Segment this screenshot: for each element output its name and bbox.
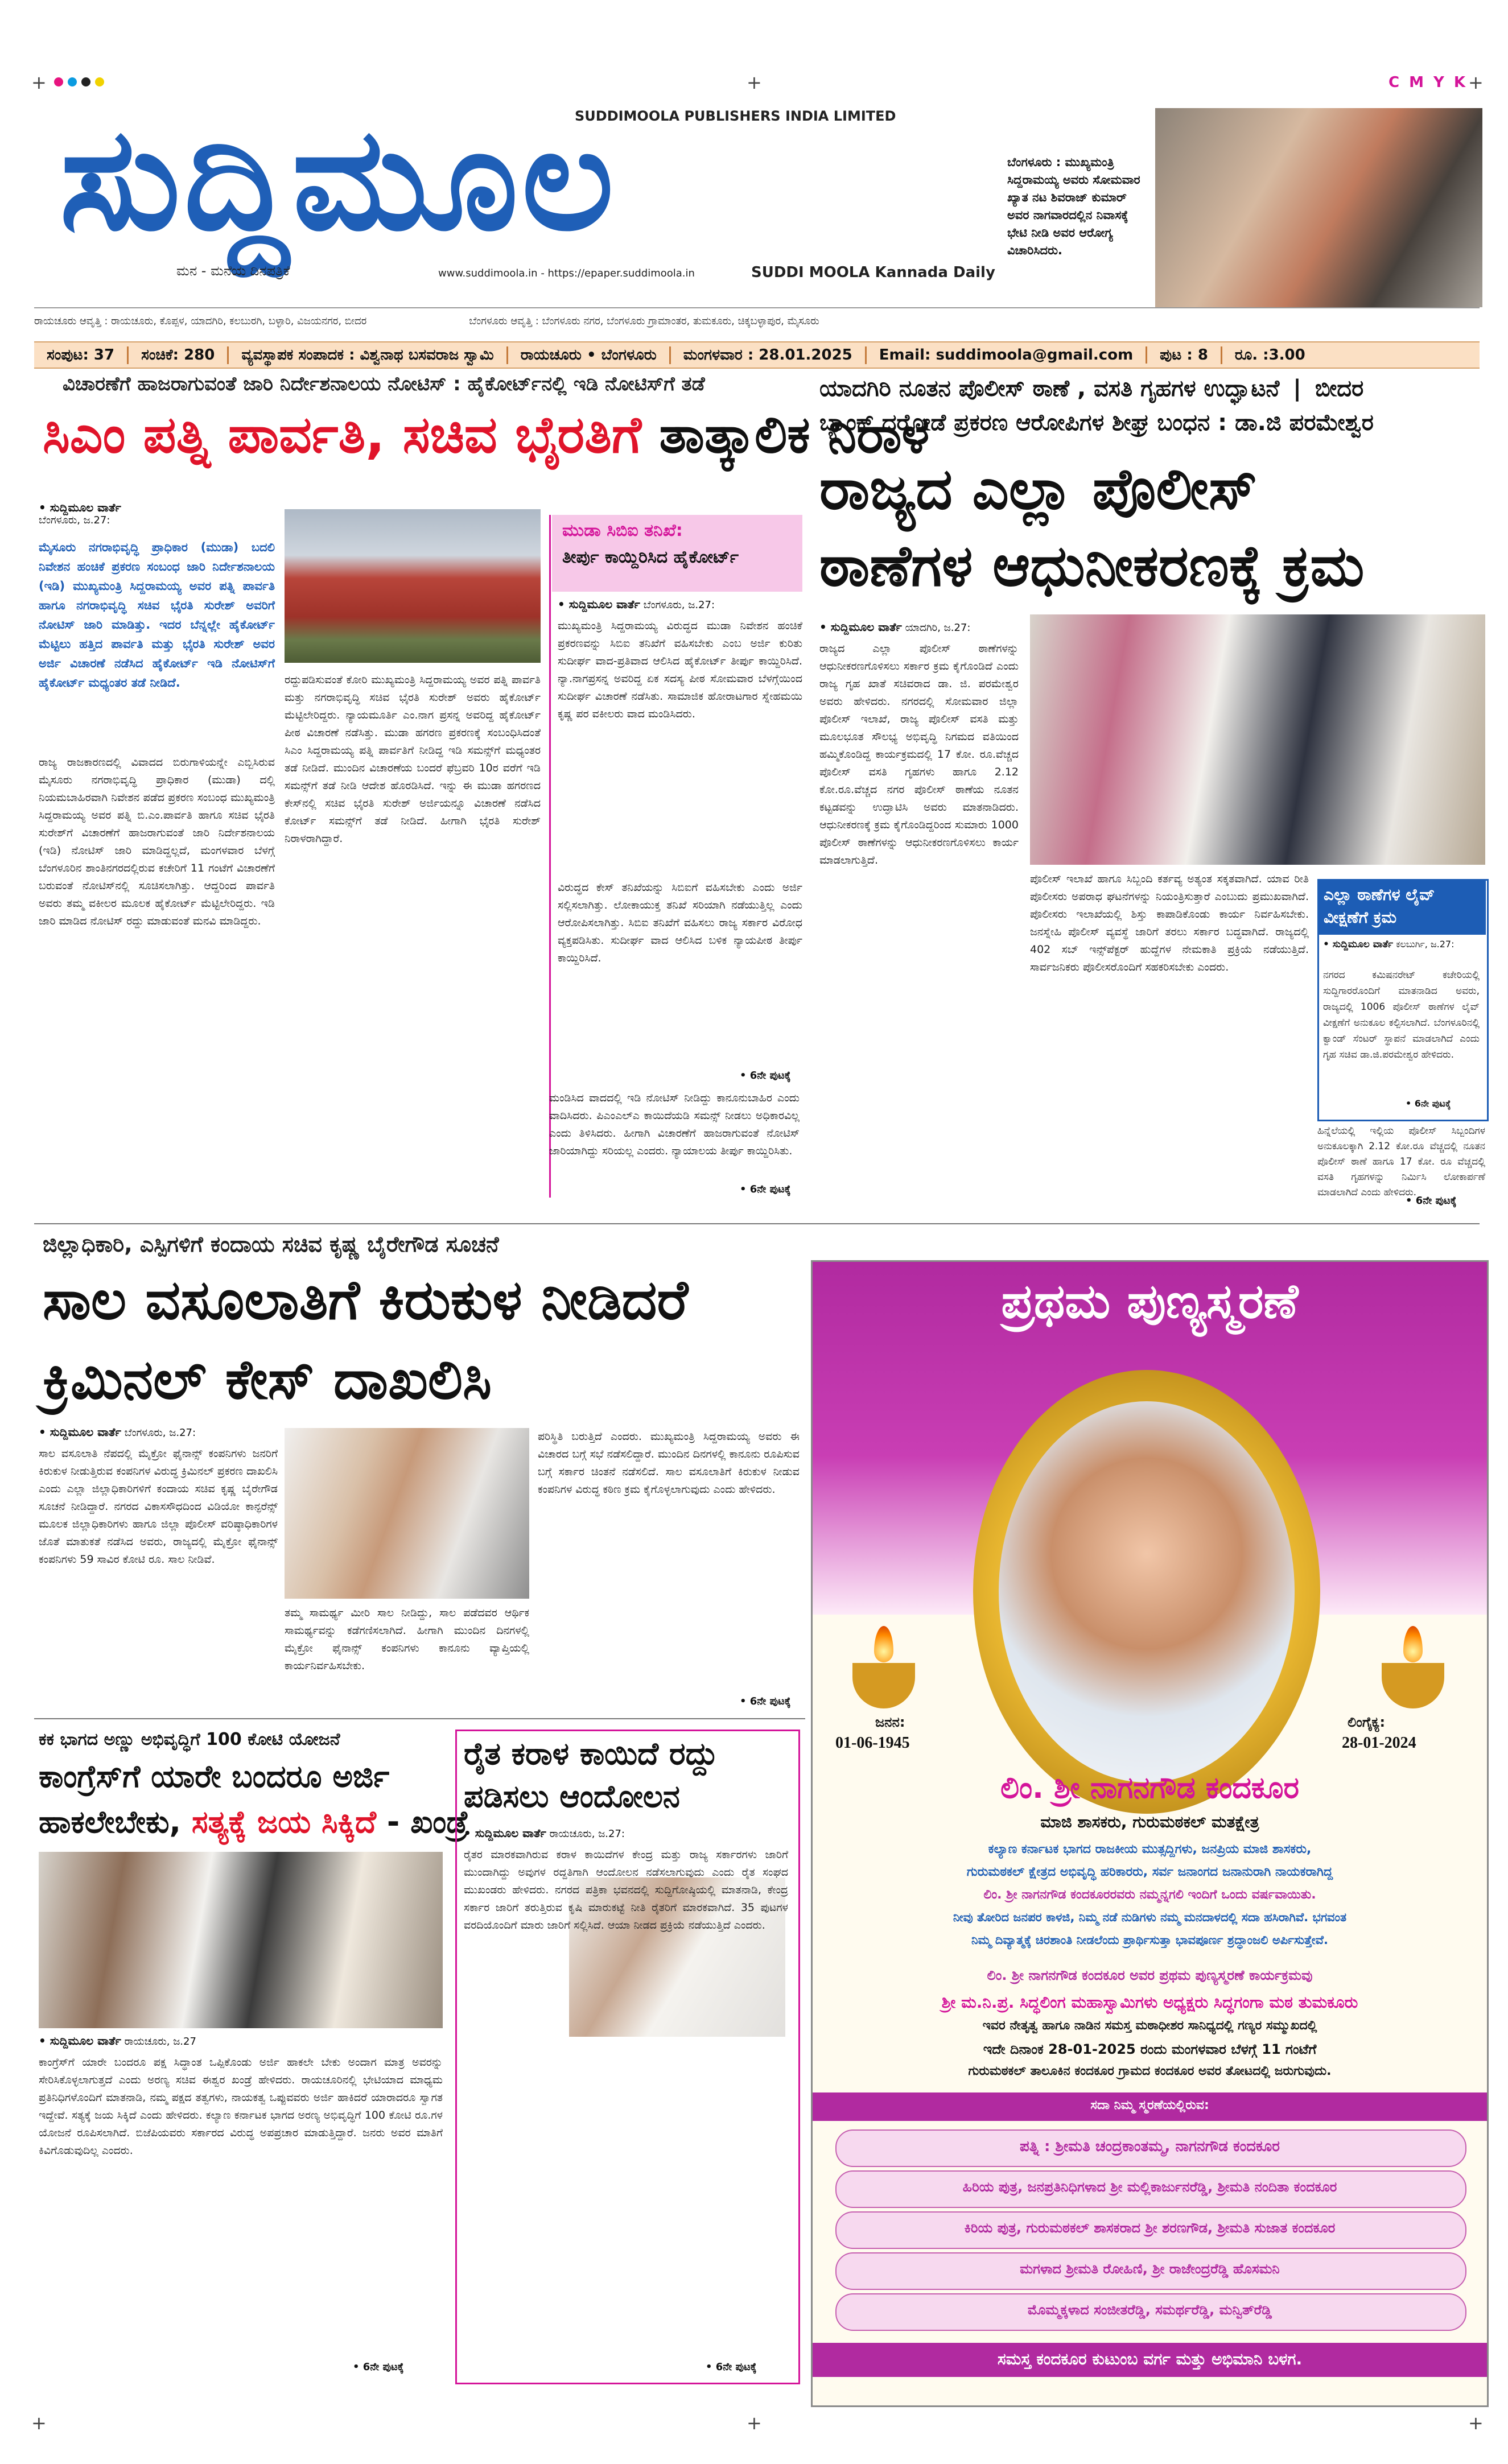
story4-kicker: ಜಿಲ್ಲಾಧಿಕಾರಿ, ಎಸ್ಪಿಗಳಿಗೆ ಕಂದಾಯ ಸಚಿವ ಕೃಷ್ಣ ಬೈರೇಗೌಡ ಸೂಚನೆ [43,1232,499,1257]
registration-cross-bottom-left: + [31,2412,47,2434]
ad-program-2: ಇವರ ನೇತೃತ್ವ ಹಾಗೂ ನಾಡಿನ ಸಮಸ್ತ ಮಠಾಧೀಶರ ಸಾನಿಧ್ಯದಲ್ಲಿ ಗಣ್ಯರ ಸಮ್ಮುಖದಲ್ಲಿ [982,2019,1317,2033]
info-date: ಮಂಗಳವಾರ : 28.01.2025 [671,346,867,364]
flame-icon-right [1403,1626,1423,1662]
publisher-name: SUDDIMOOLA PUBLISHERS INDIA LIMITED [575,108,896,124]
memorial-ad [811,1260,1489,2407]
ad-fam3: ಕಿರಿಯ ಪುತ್ರ, ಗುರುಮಠಕಲ್ ಶಾಸಕರಾದ ಶ್ರೀ ಶರಣಗೌಡ, ಶ್ರೀಮತಿ ಸುಜಾತ ಕಂದಕೂರ [964,2220,1336,2236]
story3-body-col1: ರಾಜ್ಯದ ಎಲ್ಲಾ ಪೊಲೀಸ್ ಠಾಣೆಗಳನ್ನು ಆಧುನೀಕರಣಗೊಳಿಸಲು ಸರ್ಕಾರ ಕ್ರಮ ಕೈಗೊಂಡಿದೆ ಎಂದು ರಾಜ್ಯ ಗೃಹ ಖಾತೆ ಸಚಿವರಾದ ಡಾ. ಜಿ. ಪರಮೇಶ್ವರ ಅವರು ಹೇಳಿದರು. ನಗರದಲ್ಲಿ ಸೋಮವಾರ ಜಿಲ್ಲಾ ಪೊಲೀಸ್ ಇಲಾಖೆ, ರಾಜ್ಯ ಪೊಲೀಸ್ ವಸತಿ ಮತ್ತು ಮೂಲಭೂತ ಸೌಲಭ್ಯ ಅಭಿವೃದ್ಧಿ ನಿಗಮದ ವತಿಯಿಂದ ಹಮ್ಮಿಕೊಂಡಿದ್ದ ಕಾರ್ಯಕ್ರಮದಲ್ಲಿ 17 ಕೋ. ರೂ.ವೆಚ್ಚದ ಪೊಲೀಸ್ ವಸತಿ ಗೃಹಗಳು ಹಾಗೂ 2.12 ಕೋ.ರೂ.ವೆಚ್ಚದ ನಗರ ಪೊಲೀಸ್ ಠಾಣೆಯ ನೂತನ ಕಟ್ಟಡವನ್ನು ಉದ್ಘಾಟಿಸಿ ಅವರು ಮಾತನಾಡಿದರು. ಆಧುನೀಕರಣಕ್ಕೆ ಕ್ರಮ ಕೈಗೊಂಡಿದ್ದರಿಂದ ಸುಮಾರು 1000 ಪೊಲೀಸ್ ಠಾಣೆಗಳನ್ನು ಆಧುನೀಕರಣಗೊಳಿಸಲು ಕಾರ್ಯ ಮಾಡಲಾಗುತ್ತಿದೆ. [819,642,1019,866]
registration-cross-bottom-center: + [747,2412,762,2434]
ad-line3: ಲಿಂ. ಶ್ರೀ ನಾಗನಗೌಡ ಕಂದಕೂರರವರು ನಮ್ಮನ್ನಗಲಿ ಇಂದಿಗೆ ಒಂದು ವರ್ಷವಾಯಿತು. [983,1888,1316,1902]
masthead-logo: ಸುದ್ದಿಮೂಲ [60,96,617,262]
story5-headline-2b: ಸತ್ಯಕ್ಕೆ ಜಯ ಸಿಕ್ಕಿದೆ [191,1804,377,1840]
registration-cross-bottom-right: + [1468,2412,1484,2434]
story3-dateline: ಯಾದಗಿರಿ, ಜ.27: [905,622,971,634]
ad-program-3: ಇದೇ ದಿನಾಂಕ 28-01-2025 ರಂದು ಮಂಗಳವಾರ ಬೆಳಗ್ಗೆ 11 ಗಂಟೆಗೆ [983,2041,1317,2057]
story3-headline-2: ಠಾಣೆಗಳ ಆಧುನೀಕರಣಕ್ಕೆ ಕ್ರಮ [819,533,1365,599]
story4-cont: • 6ನೇ ಪುಟಕ್ಕೆ [740,1695,791,1707]
story2-byline-label: • ಸುದ್ದಿಮೂಲ ವಾರ್ತೆ [558,597,640,611]
story5-cont: • 6ನೇ ಪುಟಕ್ಕೆ [353,2361,404,2373]
minister-photo [285,1428,529,1599]
story4-body-col2: ತಮ್ಮ ಸಾಮರ್ಥ್ಯ ಮೀರಿ ಸಾಲ ನೀಡಿದ್ದು, ಸಾಲ ಪಡೆದವರ ಆರ್ಥಿಕ ಸಾಮರ್ಥ್ಯವನ್ನು ಕಡೆಗಣಿಸಲಾಗಿದೆ. ಹೀಗಾಗಿ ಮುಂದಿನ ದಿನಗಳಲ್ಲಿ ಮೈಕ್ರೋ ಫೈನಾನ್ಸ್ ಕಂಪನಿಗಳು ಕಾನೂನು ವ್ಯಾಪ್ತಿಯಲ್ಲಿ ಕಾರ್ಯನಿರ್ವಹಿಸಬೇಕು. [285,1607,529,1672]
story2-byline [558,597,802,611]
story4-headline-2: ಕ್ರಿಮಿನಲ್ ಕೇಸ್ ದಾಖಲಿಸಿ [43,1348,492,1411]
story6-headline-1: ರೈತ ಕರಾಳ ಕಾಯಿದೆ ರದ್ದು [464,1736,718,1772]
story5-headline-2c: - ಖಂಡ್ರೆ [386,1804,469,1840]
story2-box-title-1: ಮುಡಾ ಸಿಬಿಐ ತನಿಖೆ: [562,521,683,540]
story4-byline [39,1425,278,1439]
story1-body-col1: ರಾಜ್ಯ ರಾಜಕಾರಣದಲ್ಲಿ ವಿವಾದದ ಬಿರುಗಾಳಿಯನ್ನೇ ಎಬ್ಬಿಸಿರುವ ಮೈಸೂರು ನಗರಾಭಿವೃದ್ಧಿ ಪ್ರಾಧಿಕಾರ (ಮುಡಾ) ದಲ್ಲಿ ನಿಯಮಬಾಹಿರವಾಗಿ ನಿವೇಶನ ಪಡೆದ ಪ್ರಕರಣ ಸಂಬಂಧ ಮುಖ್ಯಮಂತ್ರಿ ಸಿದ್ದರಾಮಯ್ಯ ಅವರ ಪತ್ನಿ ಬಿ.ಎಂ.ಪಾರ್ವತಿ ಹಾಗೂ ಸಚಿವ ಭೈರತಿ ಸುರೇಶ್‌ಗೆ ವಿಚಾರಣೆಗೆ ಹಾಜರಾಗುವಂತೆ ಜಾರಿ ನಿರ್ದೇಶನಾಲಯ (ಇಡಿ) ನೋಟಿಸ್ ಜಾರಿ ಮಾಡಿದ್ದಲ್ಲದೆ, ಮಂಗಳವಾರ ಬೆಳಗ್ಗೆ ಬೆಂಗಳೂರಿನ ಶಾಂತಿನಗರದಲ್ಲಿರುವ ಕಚೇರಿಗೆ 11 ಗಂಟೆಗೆ ವಿಚಾರಣೆಗೆ ಬರುವಂತೆ ನೋಟಿಸ್‌ನಲ್ಲಿ ಸೂಚಿಸಲಾಗಿತ್ತು. ಆದ್ದರಿಂದ ಪಾರ್ವತಿ ಅವರು ತಮ್ಮ ವಕೀಲರ ಮೂಲಕ ಹೈಕೋರ್ಟ್ ಮೆಟ್ಟಿಲೇರಿದ್ದರು. ಇಡಿ ಜಾರಿ ಮಾಡಿದ ನೋಟಿಸ್ ರದ್ದು ಮಾಡುವಂತೆ ಮನವಿ ಮಾಡಿದ್ದರು. [39,756,275,927]
story4-dateline: ಬೆಂಗಳೂರು, ಜ.27: [124,1427,196,1439]
story3-box-dateline: ಕಲಬುರ್ಗಿ, ಜ.27: [1396,939,1455,950]
police-event-photo [1030,614,1485,865]
divider [34,1718,805,1719]
info-email: Email: suddimoola@gmail.com [867,346,1147,364]
tagline: ಮನ - ಮನೆಯ ದಿನಪತ್ರಿಕೆ [176,263,290,279]
born-label: ಜನನ: [875,1714,905,1730]
story3-kicker-c: ಬ್ಯಾಂಕ್ ದರೋಡೆ ಪ್ರಕರಣ ಆರೋಪಿಗಳ ಶೀಘ್ರ ಬಂಧನ : ಡಾ.ಜಿ ಪರಮೇಶ್ವರ [819,410,1374,436]
story6-body: ರೈತರ ಮಾರಕವಾಗಿರುವ ಕರಾಳ ಕಾಯಿದೆಗಳ ಕೇಂದ್ರ ಮತ್ತು ರಾಜ್ಯ ಸರ್ಕಾರಗಳು ಜಾರಿಗೆ ಮುಂದಾಗಿದ್ದು ಅವುಗಳ ರದ್ದತಿಗಾಗಿ ಆಂದೋಲನ ನಡೆಸಲಾಗುವುದು ಎಂದು ರೈತ ಸಂಘದ ಮುಖಂಡರು ಹೇಳಿದರು. ನಗರದ ಪತ್ರಿಕಾ ಭವನದಲ್ಲಿ ಸುದ್ದಿಗೋಷ್ಠಿಯಲ್ಲಿ ಮಾತನಾಡಿ, ಕೇಂದ್ರ ಸರ್ಕಾರ ಜಾರಿಗೆ ತರುತ್ತಿರುವ ಕೃಷಿ ಮಾರುಕಟ್ಟೆ ನೀತಿ ರೈತರಿಗೆ ಮಾರಕವಾಗಿದೆ. 35 ಪುಟಗಳ ವರದಿಯೊಂದಿಗೆ ಮಾರು ಜಾರಿಗೆ ಸಲ್ಲಿಸಿದೆ. ಆಯಾ ನೀಡದ ಪ್ರಕ್ರಿಯೆ ನಡೆಯುತ್ತಿದೆ ಎಂದರು. [464,1848,788,1931]
info-price: ರೂ. :3.00 [1234,346,1305,364]
ad-program-title: ಲಿಂ. ಶ್ರೀ ನಾಗನಗೌಡ ಕಂದಕೂರ ಅವರ ಪ್ರಥಮ ಪುಣ್ಯಸ್ಮರಣೆ ಕಾರ್ಯಕ್ರಮವು [987,1967,1313,1983]
lamp-icon-right [1382,1663,1444,1708]
story2-dateline: ಬೆಂಗಳೂರು, ಜ.27: [643,599,715,611]
story2-body-col4: ಮಂಡಿಸಿದ ವಾದದಲ್ಲಿ ಇಡಿ ನೋಟಿಸ್ ನೀಡಿದ್ದು ಕಾನೂನುಬಾಹಿರ ಎಂದು ವಾದಿಸಿದರು. ಪಿಎಂಎಲ್‌ಎ ಕಾಯಿದೆಯಡಿ ಸಮನ್ಸ್ ನೀಡಲು ಅಧಿಕಾರವಿಲ್ಲ ಎಂದು ತಿಳಿಸಿದರು. ಹೀಗಾಗಿ ವಿಚಾರಣೆಗೆ ಹಾಜರಾಗುವಂತೆ ನೋಟಿಸ್ ಜಾರಿಯಾಗಿದ್ದು ಸರಿಯಲ್ಲ ಎಂದರು. ನ್ಯಾಯಾಲಯ ತೀರ್ಪು ಕಾಯ್ದಿರಿಸಿತು. [549,1092,800,1157]
story5-headline-1: ಕಾಂಗ್ರೆಸ್‌ಗೆ ಯಾರೇ ಬಂದರೂ ಅರ್ಜಿ [39,1759,390,1794]
ad-line1: ಕಲ್ಯಾಣ ಕರ್ನಾಟಕ ಭಾಗದ ರಾಜಕೀಯ ಮುತ್ಸದ್ದಿಗಳು, ಜನಪ್ರಿಯ ಮಾಜಿ ಶಾಸಕರು, [988,1842,1312,1856]
story4-headline-1: ಸಾಲ ವಸೂಲಾತಿಗೆ ಕಿರುಕುಳ ನೀಡಿದರೆ [43,1268,689,1332]
ad-program-4: ಗುರುಮಠಕಲ್ ತಾಲೂಕಿನ ಕಂದಕೂರ ಗ್ರಾಮದ ಕಂದಕೂರ ಅವರ ತೋಟದಲ್ಲಿ ಜರುಗುವುದು. [968,2064,1332,2078]
registration-cross-right: + [1468,72,1484,93]
story1-cont: • 6ನೇ ಪುಟಕ್ಕೆ [740,1183,791,1195]
info-issue: ಸಂಚಿಕೆ: 280 [129,346,229,364]
flame-icon-left [874,1626,893,1662]
story6-dateline: ರಾಯಚೂರು, ಜ.27: [549,1828,625,1840]
ad-fam5: ಮೊಮ್ಮಕ್ಕಳಾದ ಸಂಜೀತರೆಡ್ಡಿ, ಸಮರ್ಥರೆಡ್ಡಿ, ಮನ್ವಿತ್‌ರೆಡ್ಡಿ [1027,2302,1272,2318]
story3-kicker-sep: | [1293,375,1301,402]
portrait-photo [999,1401,1295,1782]
story1-lead: ಮೈಸೂರು ನಗರಾಭಿವೃದ್ಧಿ ಪ್ರಾಧಿಕಾರ (ಮುಡಾ) ಬದಲಿ ನಿವೇಶನ ಹಂಚಿಕೆ ಪ್ರಕರಣ ಸಂಬಂಧ ಜಾರಿ ನಿರ್ದೇಶನಾಲಯ (ಇಡಿ) ಮುಖ್ಯಮಂತ್ರಿ ಸಿದ್ದರಾಮಯ್ಯ ಅವರ ಪತ್ನಿ ಪಾರ್ವತಿ ಹಾಗೂ ನಗರಾಭಿವೃದ್ಧಿ ಸಚಿವ ಭೈರತಿ ಸುರೇಶ್ ಅವರಿಗೆ ನೋಟಿಸ್ ಜಾರಿ ಮಾಡಿತ್ತು. ಇದರ ಬೆನ್ನಲ್ಲೇ ಹೈಕೋರ್ಟ್ ಮೆಟ್ಟಿಲು ಹತ್ತಿದ ಪಾರ್ವತಿ ಮತ್ತು ಭೈರತಿ ಸುರೇಶ್ ಅವರ ಅರ್ಜಿ ವಿಚಾರಣೆ ನಡೆಸಿದ ಹೈಕೋರ್ಟ್ ಇಡಿ ನೋಟಿಸ್‌ಗೆ ಹೈಕೋರ್ಟ್ ಮಧ್ಯಂತರ ತಡೆ ನೀಡಿದೆ. [39,540,275,690]
story2-body-col1: ಮುಖ್ಯಮಂತ್ರಿ ಸಿದ್ದರಾಮಯ್ಯ ವಿರುದ್ಧದ ಮುಡಾ ನಿವೇಶನ ಹಂಚಿಕೆ ಪ್ರಕರಣವನ್ನು ಸಿಬಿಐ ತನಿಖೆಗೆ ವಹಿಸಬೇಕು ಎಂಬ ಅರ್ಜಿ ಕುರಿತು ಸುದೀರ್ಘ ವಾದ-ಪ್ರತಿವಾದ ಆಲಿಸಿದ ಹೈಕೋರ್ಟ್ ತೀರ್ಪು ಕಾಯ್ದಿರಿಸಿದೆ. ನ್ಯಾ.ನಾಗಪ್ರಸನ್ನ ಅವರಿದ್ದ ಏಕ ಸದಸ್ಯ ಪೀಠ ಸೋಮವಾರ ಬೆಳಗ್ಗೆಯಿಂದ ಸುದೀರ್ಘ ವಿಚಾರಣೆ ನಡೆಸಿತು. ಸಾಮಾಜಿಕ ಹೋರಾಟಗಾರ ಸ್ನೇಹಮಯಿ ಕೃಷ್ಣ ಪರ ವಕೀಲರು ವಾದ ಮಂಡಿಸಿದರು. [558,620,802,720]
story3-kicker-b: ಬೀದರ [1315,375,1364,402]
registration-cross-center: + [747,72,762,93]
died-date: 28-01-2024 [1342,1734,1416,1752]
ad-title: ಪ್ರಥಮ ಪುಣ್ಯಸ್ಮರಣೆ [1001,1273,1299,1329]
story5-headline-2a: ಹಾಕಲೇಬೇಕು, [39,1804,182,1840]
info-bar [34,341,1480,369]
story5-headline-2 [39,1803,468,1841]
story2-box-title [552,515,802,592]
registration-dots [54,77,104,86]
story1-body-col2: ರದ್ದುಪಡಿಸುವಂತೆ ಕೋರಿ ಮುಖ್ಯಮಂತ್ರಿ ಸಿದ್ದರಾಮಯ್ಯ ಅವರ ಪತ್ನಿ ಪಾರ್ವತಿ ಮತ್ತು ನಗರಾಭಿವೃದ್ಧಿ ಸಚಿವ ಭೈರತಿ ಸುರೇಶ್ ಅವರು ಹೈಕೋರ್ಟ್ ಮೆಟ್ಟಿಲೇರಿದ್ದರು. ನ್ಯಾಯಮೂರ್ತಿ ಎಂ.ನಾಗ ಪ್ರಸನ್ನ ಅವರಿದ್ದ ಹೈಕೋರ್ಟ್ ಪೀಠ ವಿಚಾರಣೆ ನಡೆಸಿತ್ತು. ಮುಡಾ ಹಗರಣ ಪ್ರಕರಣಕ್ಕೆ ಸಂಬಂಧಿಸಿದಂತೆ ಸಿಎಂ ಸಿದ್ದರಾಮಯ್ಯ ಪತ್ನಿ ಪಾರ್ವತಿಗೆ ನೀಡಿದ್ದ ಇಡಿ ಸಮನ್ಸ್‌ಗೆ ಮಧ್ಯಂತರ ತಡೆ ನೀಡಿದೆ. ಮುಂದಿನ ವಿಚಾರಣೆಯ ಬಂದರೆ ಫೆಬ್ರವರಿ 10ರ ವರೆಗೆ ಇಡಿ ಸಮನ್ಸ್‌ಗೆ ತಡೆ ನೀಡಿ ಆದೇಶ ಹೊರಡಿಸಿದೆ. ಇನ್ನು ಈ ಮುಡಾ ಹಗರಣದ ಕೇಸ್‌ನಲ್ಲಿ ಸಚಿವ ಭೈರತಿ ಸುರೇಶ್ ಅರ್ಜಿಯನ್ನೂ ವಿಚಾರಣೆ ನಡೆಸಿದ ಕೋರ್ಟ್ ಸಮನ್ಸ್‌ಗೆ ತಡೆ ನೀಡಿದೆ. ಹೀಗಾಗಿ ಭೈರತಿ ಸುರೇಶ್ ನಿರಾಳರಾಗಿದ್ದಾರೆ. [285,674,541,845]
story3-kicker-line1 [819,375,1485,402]
bengaluru-edition: ಬೆಂಗಳೂರು ಆವೃತ್ತಿ : ಬೆಂಗಳೂರು ನಗರ, ಬೆಂಗಳೂರು ಗ್ರಾಮಾಂತರ, ತುಮಕೂರು, ಚಿಕ್ಕಬಳ್ಳಾಪುರ, ಮೈಸೂರು [469,315,819,327]
cmyk-marker: C M Y K [1388,74,1468,91]
story6-byline [464,1826,788,1840]
ad-fam4: ಮಗಳಾದ ಶ್ರೀಮತಿ ರೋಹಿಣಿ, ಶ್ರೀ ರಾಜೇಂದ್ರರೆಡ್ಡಿ ಹೊಸಮನಿ [1020,2261,1280,2277]
ad-fam2: ಹಿರಿಯ ಪುತ್ರ, ಜನಪ್ರತಿನಿಧಿಗಳಾದ ಶ್ರೀ ಮಲ್ಲಿಕಾರ್ಜುನರೆಡ್ಡಿ, ಶ್ರೀಮತಿ ನಂದಿತಾ ಕಂದಕೂರ [962,2179,1337,2195]
high-court-photo [285,509,541,663]
story6-headline-2: ಪಡಿಸಲು ಆಂದೋಲನ [464,1778,680,1814]
lamp-icon-left [852,1663,915,1708]
ad-name: ಲಿಂ. ಶ್ರೀ ನಾಗನಗೌಡ ಕಂದಕೂರ [1000,1771,1299,1805]
divider [34,307,1480,308]
story3-box-title: ಎಲ್ಲಾ ಠಾಣೆಗಳ ಲೈವ್ ವೀಕ್ಷಣೆಗೆ ಕ್ರಮ [1319,881,1486,935]
story1-dateline: ಬೆಂಗಳೂರು, ಜ.27: [39,514,110,526]
divider [34,1223,1480,1224]
story3-tail: ಹಿನ್ನೆಲೆಯಲ್ಲಿ ಇಲ್ಲಿಯ ಪೊಲೀಸ್ ಸಿಬ್ಬಂದಿಗಳ ಅನುಕೂಲಕ್ಕಾಗಿ 2.12 ಕೋ.ರೂ ವೆಚ್ಚದಲ್ಲಿ ನೂತನ ಪೊಲೀಸ್ ಠಾಣೆ ಹಾಗೂ 17 ಕೋ. ರೂ ವೆಚ್ಚದಲ್ಲಿ ವಸತಿ ಗೃಹಗಳನ್ನು ನಿರ್ಮಿಸಿ ಲೋಕಾರ್ಪಣೆ ಮಾಡಲಾಗಿದೆ ಎಂದು ಹೇಳಿದರು. [1317,1125,1485,1198]
story3-box-body: ನಗರದ ಕಮಿಷನರೇಟ್ ಕಚೇರಿಯಲ್ಲಿ ಸುದ್ದಿಗಾರರೊಂದಿಗೆ ಮಾತನಾಡಿದ ಅವರು, ರಾಜ್ಯದಲ್ಲಿ 1006 ಪೊಲೀಸ್ ಠಾಣೆಗಳ ಲೈವ್ ವೀಕ್ಷಣೆಗೆ ಅನುಕೂಲ ಕಲ್ಪಿಸಲಾಗಿದೆ. ಬೆಂಗಳೂರಿನಲ್ಲಿ ಕ್ವಾಂಡ್ ಸೆಂಟರ್ ಸ್ಥಾಪನೆ ಮಾಡಲಾಗಿದೆ ಎಂದು ಗೃಹ ಸಚಿವ ಡಾ.ಜಿ.ಪರಮೇಶ್ವರ ಹೇಳಿದರು. [1323,969,1480,1060]
story6-byline-label: • ಸುದ್ದಿಮೂಲ ವಾರ್ತೆ [464,1826,546,1840]
registration-cross-left: + [31,72,47,93]
ad-line2: ಗುರುಮಠಕಲ್ ಕ್ಷೇತ್ರದ ಅಭಿವೃದ್ಧಿ ಹರಿಕಾರರು, ಸರ್ವ ಜನಾಂಗದ ಜನಾನುರಾಗಿ ನಾಯಕರಾಗಿದ್ದ [966,1865,1333,1879]
story3-byline-label: • ಸುದ್ದಿಮೂಲ ವಾರ್ತೆ [819,620,902,634]
story5-byline [39,2034,443,2048]
story1-headline-b: ತಾತ್ಕಾಲಿಕ ನಿರಾಳ [659,405,930,465]
story4-byline-label: • ಸುದ್ದಿಮೂಲ ವಾರ್ತೆ [39,1425,121,1439]
story4-body-col1: ಸಾಲ ವಸೂಲಾತಿ ನೆಪದಲ್ಲಿ ಮೈಕ್ರೋ ಫೈನಾನ್ಸ್ ಕಂಪನಿಗಳು ಜನರಿಗೆ ಕಿರುಕುಳ ನೀಡುತ್ತಿರುವ ಕಂಪನಿಗಳ ವಿರುದ್ಧ ಕ್ರಿಮಿನಲ್ ಪ್ರಕರಣ ದಾಖಲಿಸಿ ಎಂದು ಎಲ್ಲಾ ಜಿಲ್ಲಾಧಿಕಾರಿಗಳಿಗೆ ಕಂದಾಯ ಸಚಿವ ಕೃಷ್ಣ ಬೈರೇಗೌಡ ಸೂಚನೆ ನೀಡಿದ್ದಾರೆ. ನಗರದ ವಿಕಾಸಸೌಧದಿಂದ ವಿಡಿಯೋ ಕಾನ್ಫರೆನ್ಸ್ ಮೂಲಕ ಜಿಲ್ಲಾಧಿಕಾರಿಗಳು ಹಾಗೂ ಜಿಲ್ಲಾ ಪೊಲೀಸ್ ವರಿಷ್ಠಾಧಿಕಾರಿಗಳ ಜೊತೆ ಮಾತುಕತೆ ನಡೆಸಿದ ಅವರು, ರಾಜ್ಯದಲ್ಲಿ ಮೈಕ್ರೋ ಫೈನಾನ್ಸ್ ಕಂಪನಿಗಳು 59 ಸಾವಿರ ಕೋಟಿ ರೂ. ಸಾಲ ನೀಡಿವೆ. [39,1447,278,1566]
ad-line5: ನಿಮ್ಮ ದಿವ್ಯಾತ್ಮಕ್ಕೆ ಚಿರಶಾಂತಿ ನೀಡಲೆಂದು ಪ್ರಾರ್ಥಿಸುತ್ತಾ ಭಾವಪೂರ್ಣ ಶ್ರದ್ಧಾಂಜಲಿ ಅರ್ಪಿಸುತ್ತೇವೆ. [971,1933,1328,1947]
story3-box-byline [1323,939,1482,950]
ad-role: ಮಾಜಿ ಶಾಸಕರು, ಗುರುಮಠಕಲ್ ಮತಕ್ಷೇತ್ರ [1040,1813,1259,1831]
story3-headline-1: ರಾಜ್ಯದ ಎಲ್ಲಾ ಪೊಲೀಸ್ [819,456,1258,522]
raichur-edition: ರಾಯಚೂರು ಆವೃತ್ತಿ : ರಾಯಚೂರು, ಕೊಪ್ಪಳ, ಯಾದಗಿರಿ, ಕಲಬುರಗಿ, ಬಳ್ಳಾರಿ, ವಿಜಯನಗರ, ಬೀದರ [34,315,367,327]
ad-footer: ಸಮಸ್ತ ಕಂದಕೂರ ಕುಟುಂಬ ವರ್ಗ ಮತ್ತು ಅಭಿಮಾನಿ ಬಳಗ. [997,2350,1303,2368]
story5-kicker: ಕಕ ಭಾಗದ ಅಣ್ಣು ಅಭಿವೃದ್ಧಿಗೆ 100 ಕೋಟಿ ಯೋಜನೆ [39,1730,340,1749]
story2-box-title-2: ತೀರ್ಪು ಕಾಯ್ದಿರಿಸಿದ ಹೈಕೋರ್ಟ್ [562,547,739,567]
story1-byline-label: • ಸುದ್ದಿಮೂಲ ವಾರ್ತೆ [39,501,121,514]
born-date: 01-06-1945 [835,1734,910,1752]
story5-byline-label: • ಸುದ್ದಿಮೂಲ ವಾರ್ತೆ [39,2034,121,2048]
info-editor-full: ವ್ಯವಸ್ಥಾಪಕ ಸಂಪಾದಕ : ವಿಶ್ವನಾಥ ಬಸವರಾಜ ಸ್ವಾಮಿ [229,346,508,364]
story3-body-col2: ಪೊಲೀಸ್ ಇಲಾಖೆ ಹಾಗೂ ಸಿಬ್ಬಂದಿ ಕರ್ತವ್ಯ ಅತ್ಯಂತ ಸಕ್ಕತವಾಗಿದೆ. ಯಾವ ರೀತಿ ಪೊಲೀಸರು ಅಪರಾಧ ಘಟನೆಗಳನ್ನು ನಿಯಂತ್ರಿಸುತ್ತಾರೆ ಎಂಬುದು ಪ್ರಮುಖವಾಗಿದೆ. ಪೊಲೀಸರು ಇಲಾಖೆಯಲ್ಲಿ ಶಿಸ್ತು ಕಾಪಾಡಿಕೊಂಡು ಕಾರ್ಯ ನಿರ್ವಹಿಸಬೇಕು. ಜನಸ್ನೇಹಿ ಪೊಲೀಸ್ ವ್ಯವಸ್ಥೆ ಜಾರಿಗೆ ತರಲು ಸರ್ಕಾರ ಬದ್ಧವಾಗಿದೆ. ರಾಜ್ಯದಲ್ಲಿ 402 ಸಬ್ ಇನ್ಸ್‌ಪೆಕ್ಟರ್ ಹುದ್ದೆಗಳ ನೇಮಕಾತಿ ಪ್ರಕ್ರಿಯೆ ನಡೆಯುತ್ತಿದೆ. ಸಾರ್ವಜನಿಕರು ಪೊಲೀಸರೊಂದಿಗೆ ಸಹಕರಿಸಬೇಕು ಎಂದರು. [1030,873,1309,973]
address-bar [34,310,1480,332]
died-label: ಲಿಂಗೈಕ್ಯ: [1348,1714,1386,1730]
story6-cont: • 6ನೇ ಪುಟಕ್ಕೆ [706,2361,757,2373]
story2-body-col2: ವಿರುದ್ಧದ ಕೇಸ್ ತನಿಖೆಯನ್ನು ಸಿಬಿಐಗೆ ವಹಿಸಬೇಕು ಎಂದು ಅರ್ಜಿ ಸಲ್ಲಿಸಲಾಗಿತ್ತು. ಲೋಕಾಯುಕ್ತ ತನಿಖೆ ಸರಿಯಾಗಿ ನಡೆಯುತ್ತಿಲ್ಲ ಎಂದು ಆರೋಪಿಸಲಾಗಿತ್ತು. ಸಿಬಿಐ ತನಿಖೆಗೆ ವಹಿಸಲು ರಾಜ್ಯ ಸರ್ಕಾರ ವಿರೋಧ ವ್ಯಕ್ತಪಡಿಸಿತು. ಸುದೀರ್ಘ ವಾದ ಆಲಿಸಿದ ಬಳಿಕ ನ್ಯಾಯಪೀಠ ತೀರ್ಪು ಕಾಯ್ದಿರಿಸಿದೆ. [558,881,802,964]
info-volume: ಸಂಪುಟ: 37 [34,346,129,364]
masthead-photo [1155,108,1482,307]
ad-program-1: ಶ್ರೀ ಮ.ನಿ.ಪ್ರ. ಸಿದ್ಧಲಿಂಗ ಮಹಾಸ್ವಾಮಿಗಳು ಅಧ್ಯಕ್ಷರು ಸಿದ್ಧಗಂಗಾ ಮಠ ತುಮಕೂರು [941,1993,1358,2012]
story4-body-col3: ಪರಿಸ್ಥಿತಿ ಬರುತ್ತಿದೆ ಎಂದರು. ಮುಖ್ಯಮಂತ್ರಿ ಸಿದ್ದರಾಮಯ್ಯ ಅವರು ಈ ವಿಚಾರದ ಬಗ್ಗೆ ಸಭೆ ನಡೆಸಲಿದ್ದಾರೆ. ಮುಂದಿನ ದಿನಗಳಲ್ಲಿ ಕಾನೂನು ರೂಪಿಸುವ ಬಗ್ಗೆ ಸರ್ಕಾರ ಚಿಂತನೆ ನಡೆಸಲಿದೆ. ಸಾಲ ವಸೂಲಾತಿಗೆ ಕಿರುಕುಳ ನೀಡುವ ಕಂಪನಿಗಳ ವಿರುದ್ಧ ಕಠಿಣ ಕ್ರಮ ಕೈಗೊಳ್ಳಲಾಗುವುದು ಎಂದು ಹೇಳಿದರು. [538,1430,800,1496]
story3-kicker-a: ಯಾದಗಿರಿ ನೂತನ ಪೊಲೀಸ್ ಠಾಣೆ , ವಸತಿ ಗೃಹಗಳ ಉದ್ಘಾಟನೆ [819,375,1280,402]
story2-cont-1: • 6ನೇ ಪುಟಕ್ಕೆ [740,1070,791,1082]
ad-line4: ನೀವು ತೋರಿದ ಜನಪರ ಕಾಳಜಿ, ನಿಮ್ಮ ನಡೆ ನುಡಿಗಳು ನಮ್ಮ ಮನದಾಳದಲ್ಲಿ ಸದಾ ಹಸಿರಾಗಿವೆ. ಭಗವಂತ [953,1910,1347,1924]
story5-body: ಕಾಂಗ್ರೆಸ್‌ಗೆ ಯಾರೇ ಬಂದರೂ ಪಕ್ಷ ಸಿದ್ಧಾಂತ ಒಪ್ಪಿಕೊಂಡು ಅರ್ಜಿ ಹಾಕಲೇ ಬೇಕು ಅಂದಾಗ ಮಾತ್ರ ಅವರನ್ನು ಸೇರಿಸಿಕೊಳ್ಳಲಾಗುತ್ತದೆ ಎಂದು ಅರಣ್ಯ ಸಚಿವ ಈಶ್ವರ ಖಂಡ್ರೆ ಹೇಳಿದರು. ರಾಯಚೂರಿನಲ್ಲಿ ಭೇಟಿಯಾದ ಮಾಧ್ಯಮ ಪ್ರತಿನಿಧಿಗಳೊಂದಿಗೆ ಮಾತನಾಡಿ, ನಮ್ಮ ಪಕ್ಷದ ತತ್ವಗಳು, ನಾಯಕತ್ವ ಒಪ್ಪುವವರು ಅರ್ಜಿ ಹಾಕಿದರೆ ಯಾರಾದರೂ ಸ್ವಾಗತ ಇದ್ದೇವೆ. ಸತ್ಯಕ್ಕೆ ಜಯ ಸಿಕ್ಕಿದೆ ಎಂದು ಹೇಳಿದರು. ಕಲ್ಯಾಣ ಕರ್ನಾಟಕ ಭಾಗದ ಅರಣ್ಯ ಅಭಿವೃದ್ಧಿಗೆ 100 ಕೋಟಿ ರೂ.ಗಳ ಯೋಜನೆ ರೂಪಿಸಲಾಗಿದೆ. ಬಿಜೆಪಿಯವರು ಸರ್ಕಾರದ ವಿರುದ್ಧ ಅಪಪ್ರಚಾರ ಮಾಡುತ್ತಿದ್ದಾರೆ. ಜನರು ಅವರ ಮಾತಿಗೆ ಕಿವಿಗೊಡುವುದಿಲ್ಲ ಎಂದರು. [39,2056,443,2157]
story3-cont: • 6ನೇ ಪುಟಕ್ಕೆ [1406,1195,1457,1207]
ad-remember: ಸದಾ ನಿಮ್ಮ ಸ್ಮರಣೆಯಲ್ಲಿರುವ: [1090,2098,1209,2112]
info-pages: ಪುಟ : 8 [1147,346,1222,364]
websites: www.suddimoola.in - https://epaper.suddimoola.in [438,267,695,279]
story1-headline [43,404,930,467]
ad-fam1: ಪತ್ನಿ : ಶ್ರೀಮತಿ ಚಂದ್ರಕಾಂತಮ್ಮ, ನಾಗನಗೌಡ ಕಂದಕೂರ [1019,2138,1280,2155]
story1-headline-a: ಸಿಎಂ ಪತ್ನಿ ಪಾರ್ವತಿ, ಸಚಿವ ಭೈರತಿಗೆ [43,405,642,465]
story1-byline [39,501,275,526]
story1-kicker: ವಿಚಾರಣೆಗೆ ಹಾಜರಾಗುವಂತೆ ಜಾರಿ ನಿರ್ದೇಶನಾಲಯ ನೋಟಿಸ್ : ಹೈಕೋರ್ಟ್‌ನಲ್ಲಿ ಇಡಿ ನೋಟಿಸ್‌ಗೆ ತಡೆ [63,373,705,395]
party-leaders-photo [39,1852,443,2028]
info-place: ರಾಯಚೂರು • ಬೆಂಗಳೂರು [508,346,671,364]
story3-byline [819,620,1019,634]
story3-box-cont: • 6ನೇ ಪುಟಕ್ಕೆ [1406,1098,1451,1109]
masthead-photo-caption: ಬೆಂಗಳೂರು : ಮುಖ್ಯಮಂತ್ರಿ ಸಿದ್ದರಾಮಯ್ಯ ಅವರು ಸೋಮವಾರ ಖ್ಯಾತ ನಟ ಶಿವರಾಜ್ ಕುಮಾರ್ ಅವರ ನಾಗವಾರದಲ್ಲಿನ ನಿವಾಸಕ್ಕೆ ಭೇಟಿ ನೀಡಿ ಅವರ ಆರೋಗ್ಯ ವಿಚಾರಿಸಿದರು. [1007,155,1140,257]
story5-dateline: ರಾಯಚೂರು, ಜ.27 [124,2036,196,2048]
story3-box-byline-label: • ಸುದ್ದಿಮೂಲ ವಾರ್ತೆ [1323,939,1394,950]
english-name: SUDDI MOOLA Kannada Daily [751,264,995,281]
